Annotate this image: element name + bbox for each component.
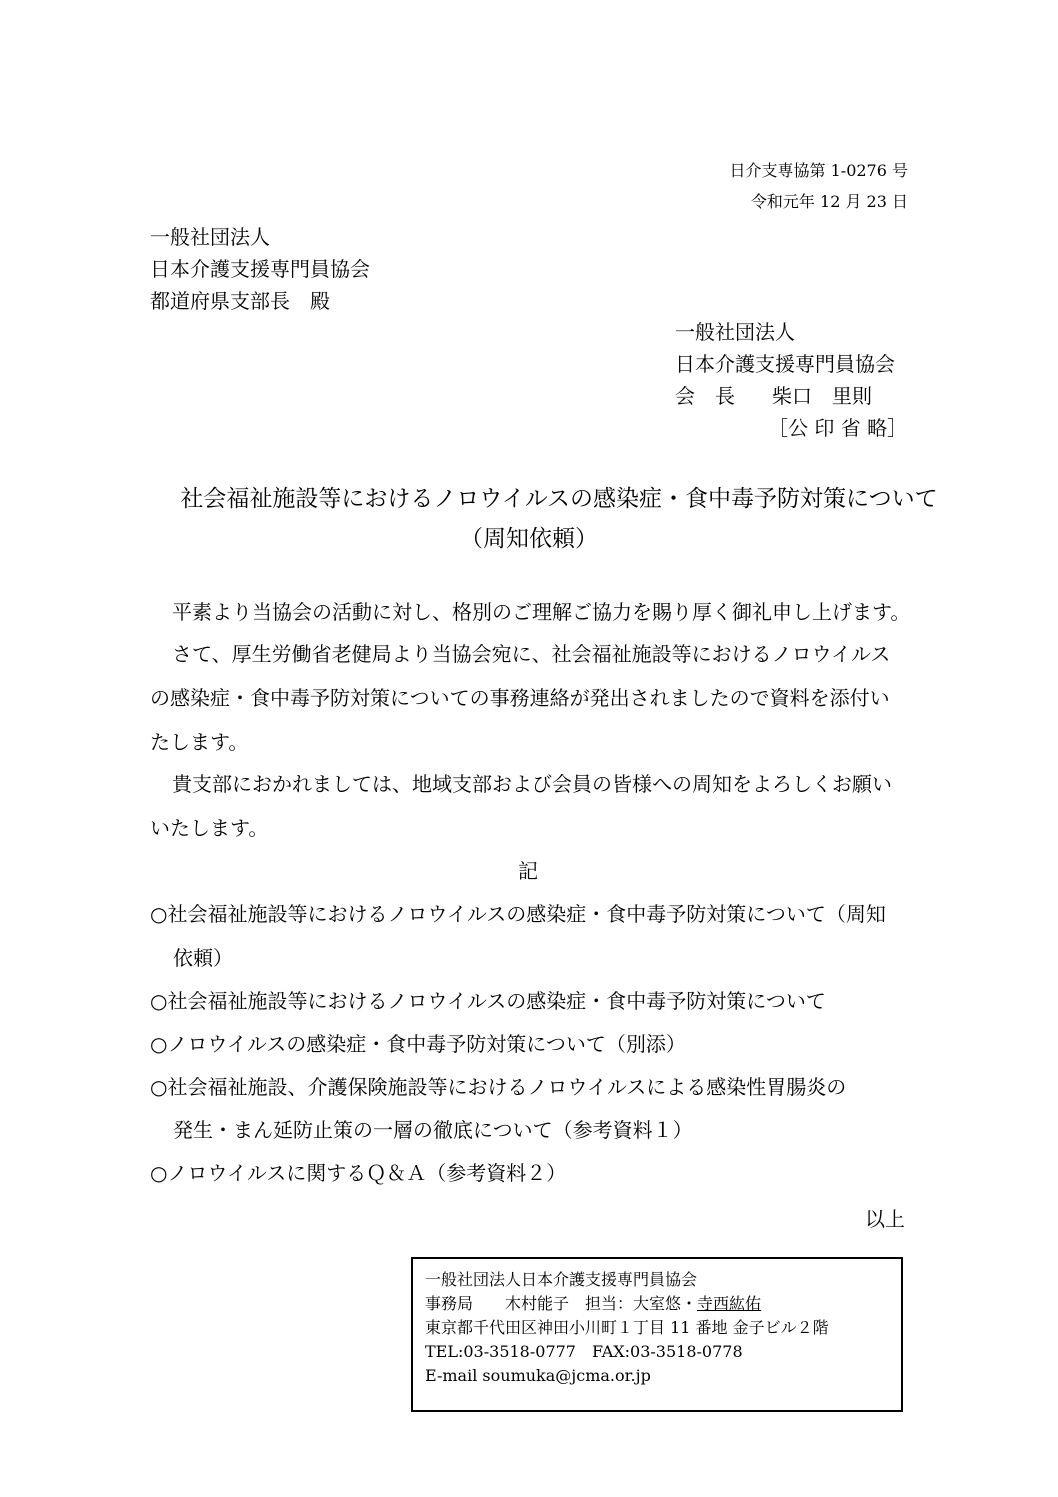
sender-name: 柴口 里則 — [772, 384, 872, 408]
sender-line-2: 日本介護支援専門員協会 — [675, 352, 895, 376]
list-item-continuation: 依頼） — [173, 946, 233, 970]
body-paragraph-3-line-1: 貴支部におかれましては、地域支部および会員の皆様への周知をよろしくお願い — [172, 772, 892, 796]
contact-box — [411, 1257, 903, 1412]
list-item: ○社会福祉施設、介護保険施設等におけるノロウイルスによる感染性胃腸炎の — [150, 1075, 847, 1099]
recipient-line-3: 都道府県支部長 殿 — [150, 289, 330, 313]
contact-address: 東京都千代田区神田小川町１丁目 11 番地 金子ビル２階 — [425, 1318, 829, 1337]
list-item-continuation: 発生・まん延防止策の一層の徹底について（参考資料１） — [173, 1118, 693, 1142]
body-paragraph-3-line-2: いたします。 — [150, 816, 269, 840]
contact-staff-underlined: 寺西紘佑 — [697, 1294, 762, 1313]
contact-org: 一般社団法人日本介護支援専門員協会 — [425, 1270, 698, 1289]
sender-line-1: 一般社団法人 — [675, 320, 795, 344]
list-item: ○社会福祉施設等におけるノロウイルスの感染症・食中毒予防対策について — [150, 989, 826, 1013]
recipient-line-2: 日本介護支援専門員協会 — [150, 257, 370, 281]
document-number: 日介支専協第 1-0276 号 — [729, 161, 908, 180]
contact-office — [425, 1292, 889, 1316]
body-paragraph-2-line-1: さて、厚生労働省老健局より当協会宛に、社会福祉施設等におけるノロウイルス — [172, 642, 891, 666]
recipient-line-1: 一般社団法人 — [150, 225, 270, 249]
body-paragraph-1: 平素より当協会の活動に対し、格別のご理解ご協力を賜り厚く御礼申し上げます。 — [172, 600, 911, 624]
contact-tel-fax: TEL:03-3518-0777 FAX:03-3518-0778 — [425, 1342, 743, 1361]
contact-office-prefix: 事務局 木村能子 担当：大室悠・ — [425, 1294, 698, 1313]
document-title-line-2: （周知依頼） — [460, 526, 598, 552]
seal-omitted-note: ［公 印 省 略］ — [768, 416, 908, 440]
document-title-line-1: 社会福祉施設等におけるノロウイルスの感染症・食中毒予防対策について — [180, 486, 938, 512]
list-item: ○社会福祉施設等におけるノロウイルスの感染症・食中毒予防対策について（周知 — [150, 902, 886, 926]
closing-ijou: 以上 — [865, 1207, 905, 1231]
list-item: ○ノロウイルスに関するＱ＆Ａ（参考資料２） — [150, 1161, 567, 1185]
document-date: 令和元年 12 月 23 日 — [750, 192, 908, 211]
sender-title-label: 会 長 — [675, 384, 735, 408]
body-paragraph-2-line-3: たします。 — [150, 730, 249, 754]
contact-email: E-mail soumuka@jcma.or.jp — [425, 1366, 651, 1385]
body-paragraph-2-line-2: の感染症・食中毒予防対策についての事務連絡が発出されましたので資料を添付い — [150, 686, 890, 710]
list-item: ○ノロウイルスの感染症・食中毒予防対策について（別添） — [150, 1032, 686, 1056]
ki-heading: 記 — [518, 859, 538, 883]
